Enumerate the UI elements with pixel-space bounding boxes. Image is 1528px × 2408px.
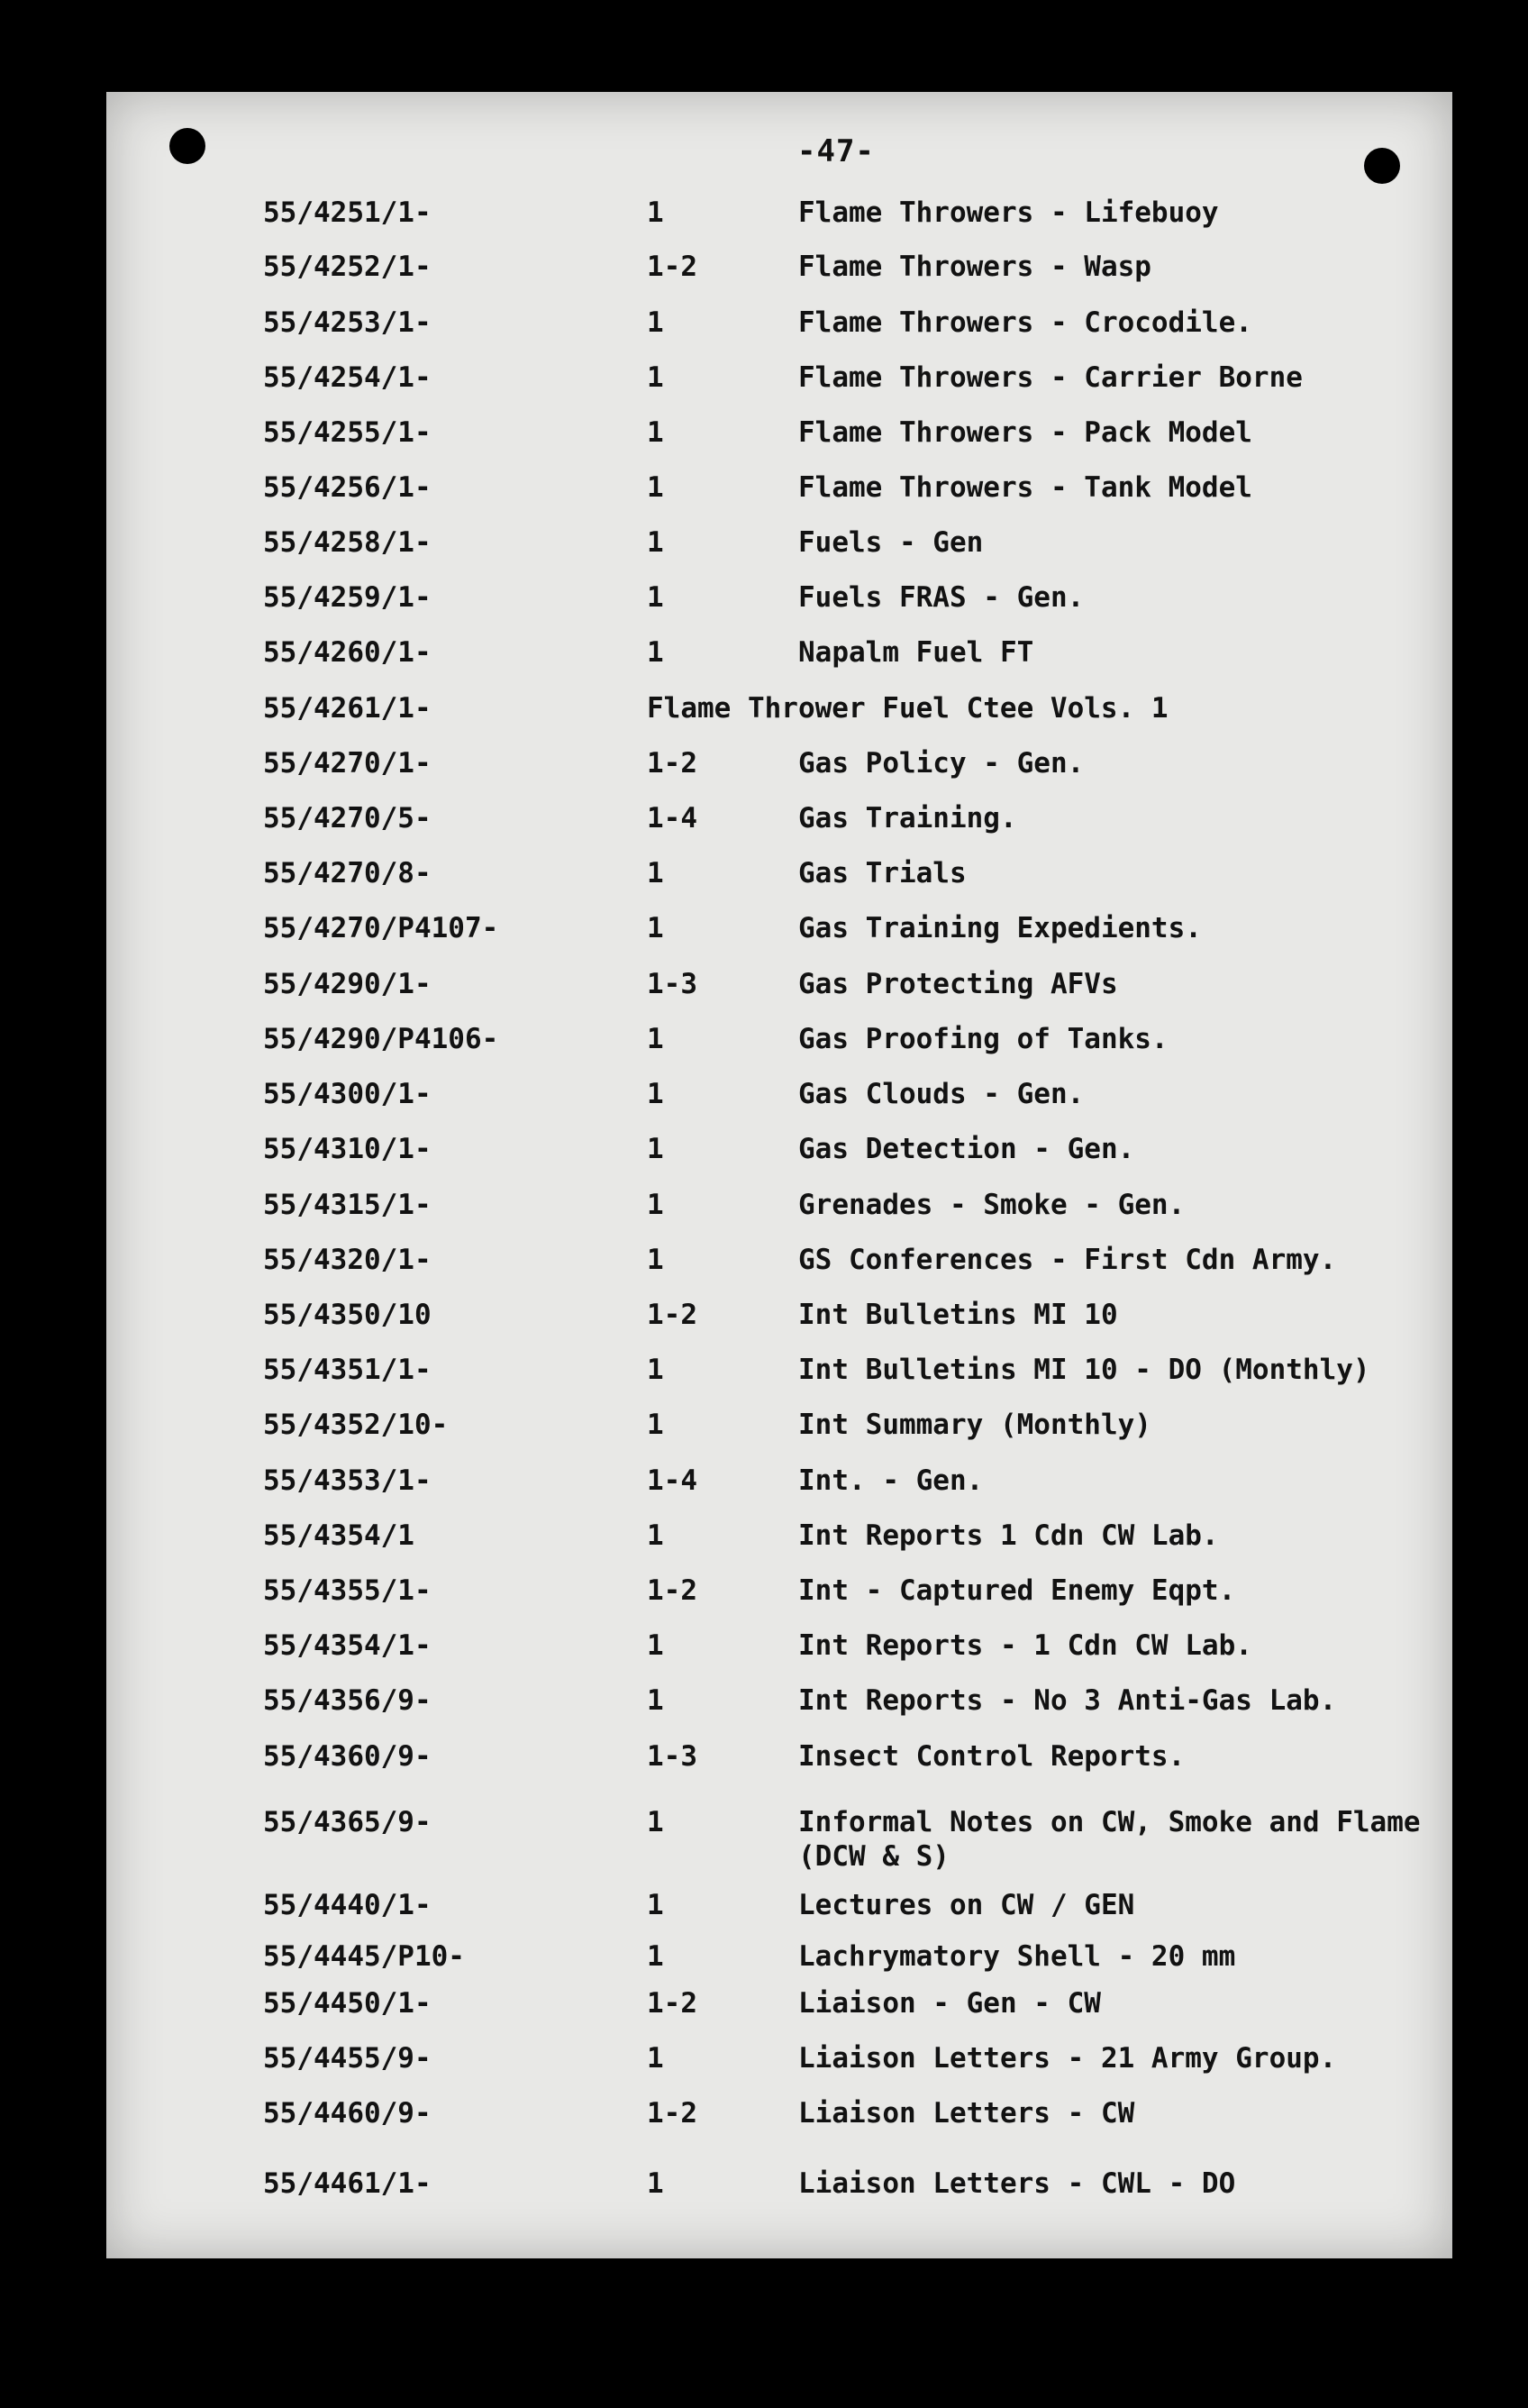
file-reference: 55/4310/1- xyxy=(263,1133,432,1165)
file-subject: Informal Notes on CW, Smoke and Flame xyxy=(798,1806,1421,1838)
file-subject: Grenades - Smoke - Gen. xyxy=(798,1189,1186,1221)
volume-count: 1 xyxy=(647,196,664,229)
file-reference: 55/4256/1- xyxy=(263,471,432,504)
volume-count: 1-4 xyxy=(647,1464,697,1497)
file-reference: 55/4355/1- xyxy=(263,1574,432,1607)
volume-count: 1 xyxy=(647,1189,664,1221)
file-subject: Napalm Fuel FT xyxy=(798,636,1034,669)
file-reference: 55/4351/1- xyxy=(263,1354,432,1386)
file-reference: 55/4290/1- xyxy=(263,968,432,1000)
file-reference: 55/4270/1- xyxy=(263,747,432,780)
volume-count: 1 xyxy=(647,526,664,559)
file-reference: 55/4354/1- xyxy=(263,1629,432,1662)
file-subject: Liaison Letters - 21 Army Group. xyxy=(798,2042,1337,2075)
file-reference: 55/4354/1 xyxy=(263,1519,414,1552)
file-subject: Int Reports - No 3 Anti-Gas Lab. xyxy=(798,1684,1337,1717)
file-reference: 55/4253/1- xyxy=(263,306,432,339)
volume-count: 1 xyxy=(647,636,664,669)
punch-hole-left xyxy=(169,128,205,164)
volume-count: 1 xyxy=(647,857,664,889)
file-reference: 55/4360/9- xyxy=(263,1740,432,1773)
file-reference: 55/4270/P4107- xyxy=(263,912,499,944)
file-reference: 55/4315/1- xyxy=(263,1189,432,1221)
file-subject: Gas Training Expedients. xyxy=(798,912,1202,944)
volume-count: 1-4 xyxy=(647,802,697,835)
volume-count: 1 xyxy=(647,1409,664,1441)
file-subject: Liaison Letters - CW xyxy=(798,2097,1135,2130)
file-reference: 55/4460/9- xyxy=(263,2097,432,2130)
file-subject: Flame Throwers - Wasp xyxy=(798,251,1151,283)
file-subject: Flame Throwers - Lifebuoy xyxy=(798,196,1219,229)
file-subject: Gas Detection - Gen. xyxy=(798,1133,1135,1165)
volume-count: 1-2 xyxy=(647,1987,697,2020)
volume-count: 1 xyxy=(647,1940,664,1973)
file-subject: Liaison - Gen - CW xyxy=(798,1987,1101,2020)
file-reference: 55/4252/1- xyxy=(263,251,432,283)
volume-count: 1 xyxy=(647,416,664,449)
file-reference: 55/4352/10- xyxy=(263,1409,449,1441)
file-reference: 55/4258/1- xyxy=(263,526,432,559)
volume-count: 1 xyxy=(647,1354,664,1386)
volume-count: 1-2 xyxy=(647,2097,697,2130)
volume-count: 1 xyxy=(647,1023,664,1055)
file-reference: 55/4255/1- xyxy=(263,416,432,449)
file-reference: 55/4290/P4106- xyxy=(263,1023,499,1055)
file-subject: Gas Clouds - Gen. xyxy=(798,1078,1085,1110)
file-reference: 55/4365/9- xyxy=(263,1806,432,1838)
file-subject: Int. - Gen. xyxy=(798,1464,984,1497)
file-subject: Gas Proofing of Tanks. xyxy=(798,1023,1169,1055)
file-reference: 55/4440/1- xyxy=(263,1889,432,1921)
file-reference: 55/4455/9- xyxy=(263,2042,432,2075)
volume-count: 1 xyxy=(647,1629,664,1662)
file-subject-continued: (DCW & S) xyxy=(798,1840,950,1873)
volume-count: 1-3 xyxy=(647,968,697,1000)
file-subject: Fuels - Gen xyxy=(798,526,984,559)
file-subject: Int Bulletins MI 10 xyxy=(798,1299,1118,1331)
file-subject: Flame Throwers - Crocodile. xyxy=(798,306,1252,339)
volume-count: 1 xyxy=(647,1806,664,1838)
volume-count: 1-2 xyxy=(647,251,697,283)
page-number: -47- xyxy=(797,133,875,169)
file-reference: 55/4270/5- xyxy=(263,802,432,835)
volume-count: 1 xyxy=(647,471,664,504)
volume-count: 1 xyxy=(647,912,664,944)
file-subject: Lachrymatory Shell - 20 mm xyxy=(798,1940,1236,1973)
file-subject: Gas Trials xyxy=(798,857,967,889)
volume-count: 1 xyxy=(647,1519,664,1552)
file-reference: 55/4260/1- xyxy=(263,636,432,669)
file-reference: 55/4353/1- xyxy=(263,1464,432,1497)
volume-count: 1 xyxy=(647,361,664,394)
file-subject: Liaison Letters - CWL - DO xyxy=(798,2167,1236,2200)
volume-count: 1 xyxy=(647,1244,664,1276)
file-reference: 55/4350/10 xyxy=(263,1299,432,1331)
file-reference: 55/4300/1- xyxy=(263,1078,432,1110)
file-reference: 55/4270/8- xyxy=(263,857,432,889)
file-subject: Int Bulletins MI 10 - DO (Monthly) xyxy=(798,1354,1370,1386)
volume-count: 1 xyxy=(647,1889,664,1921)
volume-count: 1 xyxy=(647,2042,664,2075)
volume-count: 1 xyxy=(647,581,664,614)
file-subject: Int - Captured Enemy Eqpt. xyxy=(798,1574,1236,1607)
file-reference: 55/4251/1- xyxy=(263,196,432,229)
punch-hole-right xyxy=(1364,148,1400,184)
volume-count: 1 xyxy=(647,1684,664,1717)
file-subject: Lectures on CW / GEN xyxy=(798,1889,1135,1921)
file-subject: Gas Training. xyxy=(798,802,1017,835)
file-subject: GS Conferences - First Cdn Army. xyxy=(798,1244,1337,1276)
file-subject: Flame Thrower Fuel Ctee Vols. 1 xyxy=(647,692,1169,725)
file-subject: Int Summary (Monthly) xyxy=(798,1409,1151,1441)
file-reference: 55/4254/1- xyxy=(263,361,432,394)
volume-count: 1-2 xyxy=(647,1299,697,1331)
file-subject: Flame Throwers - Carrier Borne xyxy=(798,361,1303,394)
volume-count: 1-2 xyxy=(647,747,697,780)
volume-count: 1 xyxy=(647,2167,664,2200)
file-subject: Int Reports - 1 Cdn CW Lab. xyxy=(798,1629,1252,1662)
file-subject: Insect Control Reports. xyxy=(798,1740,1186,1773)
file-subject: Fuels FRAS - Gen. xyxy=(798,581,1085,614)
volume-count: 1 xyxy=(647,306,664,339)
file-reference: 55/4320/1- xyxy=(263,1244,432,1276)
file-reference: 55/4450/1- xyxy=(263,1987,432,2020)
file-subject: Gas Protecting AFVs xyxy=(798,968,1118,1000)
file-reference: 55/4445/P10- xyxy=(263,1940,465,1973)
file-subject: Flame Throwers - Tank Model xyxy=(798,471,1252,504)
file-subject: Gas Policy - Gen. xyxy=(798,747,1085,780)
volume-count: 1-3 xyxy=(647,1740,697,1773)
file-subject: Int Reports 1 Cdn CW Lab. xyxy=(798,1519,1219,1552)
file-reference: 55/4461/1- xyxy=(263,2167,432,2200)
file-reference: 55/4259/1- xyxy=(263,581,432,614)
file-reference: 55/4261/1- xyxy=(263,692,432,725)
file-reference: 55/4356/9- xyxy=(263,1684,432,1717)
file-subject: Flame Throwers - Pack Model xyxy=(798,416,1252,449)
volume-count: 1-2 xyxy=(647,1574,697,1607)
volume-count: 1 xyxy=(647,1133,664,1165)
volume-count: 1 xyxy=(647,1078,664,1110)
